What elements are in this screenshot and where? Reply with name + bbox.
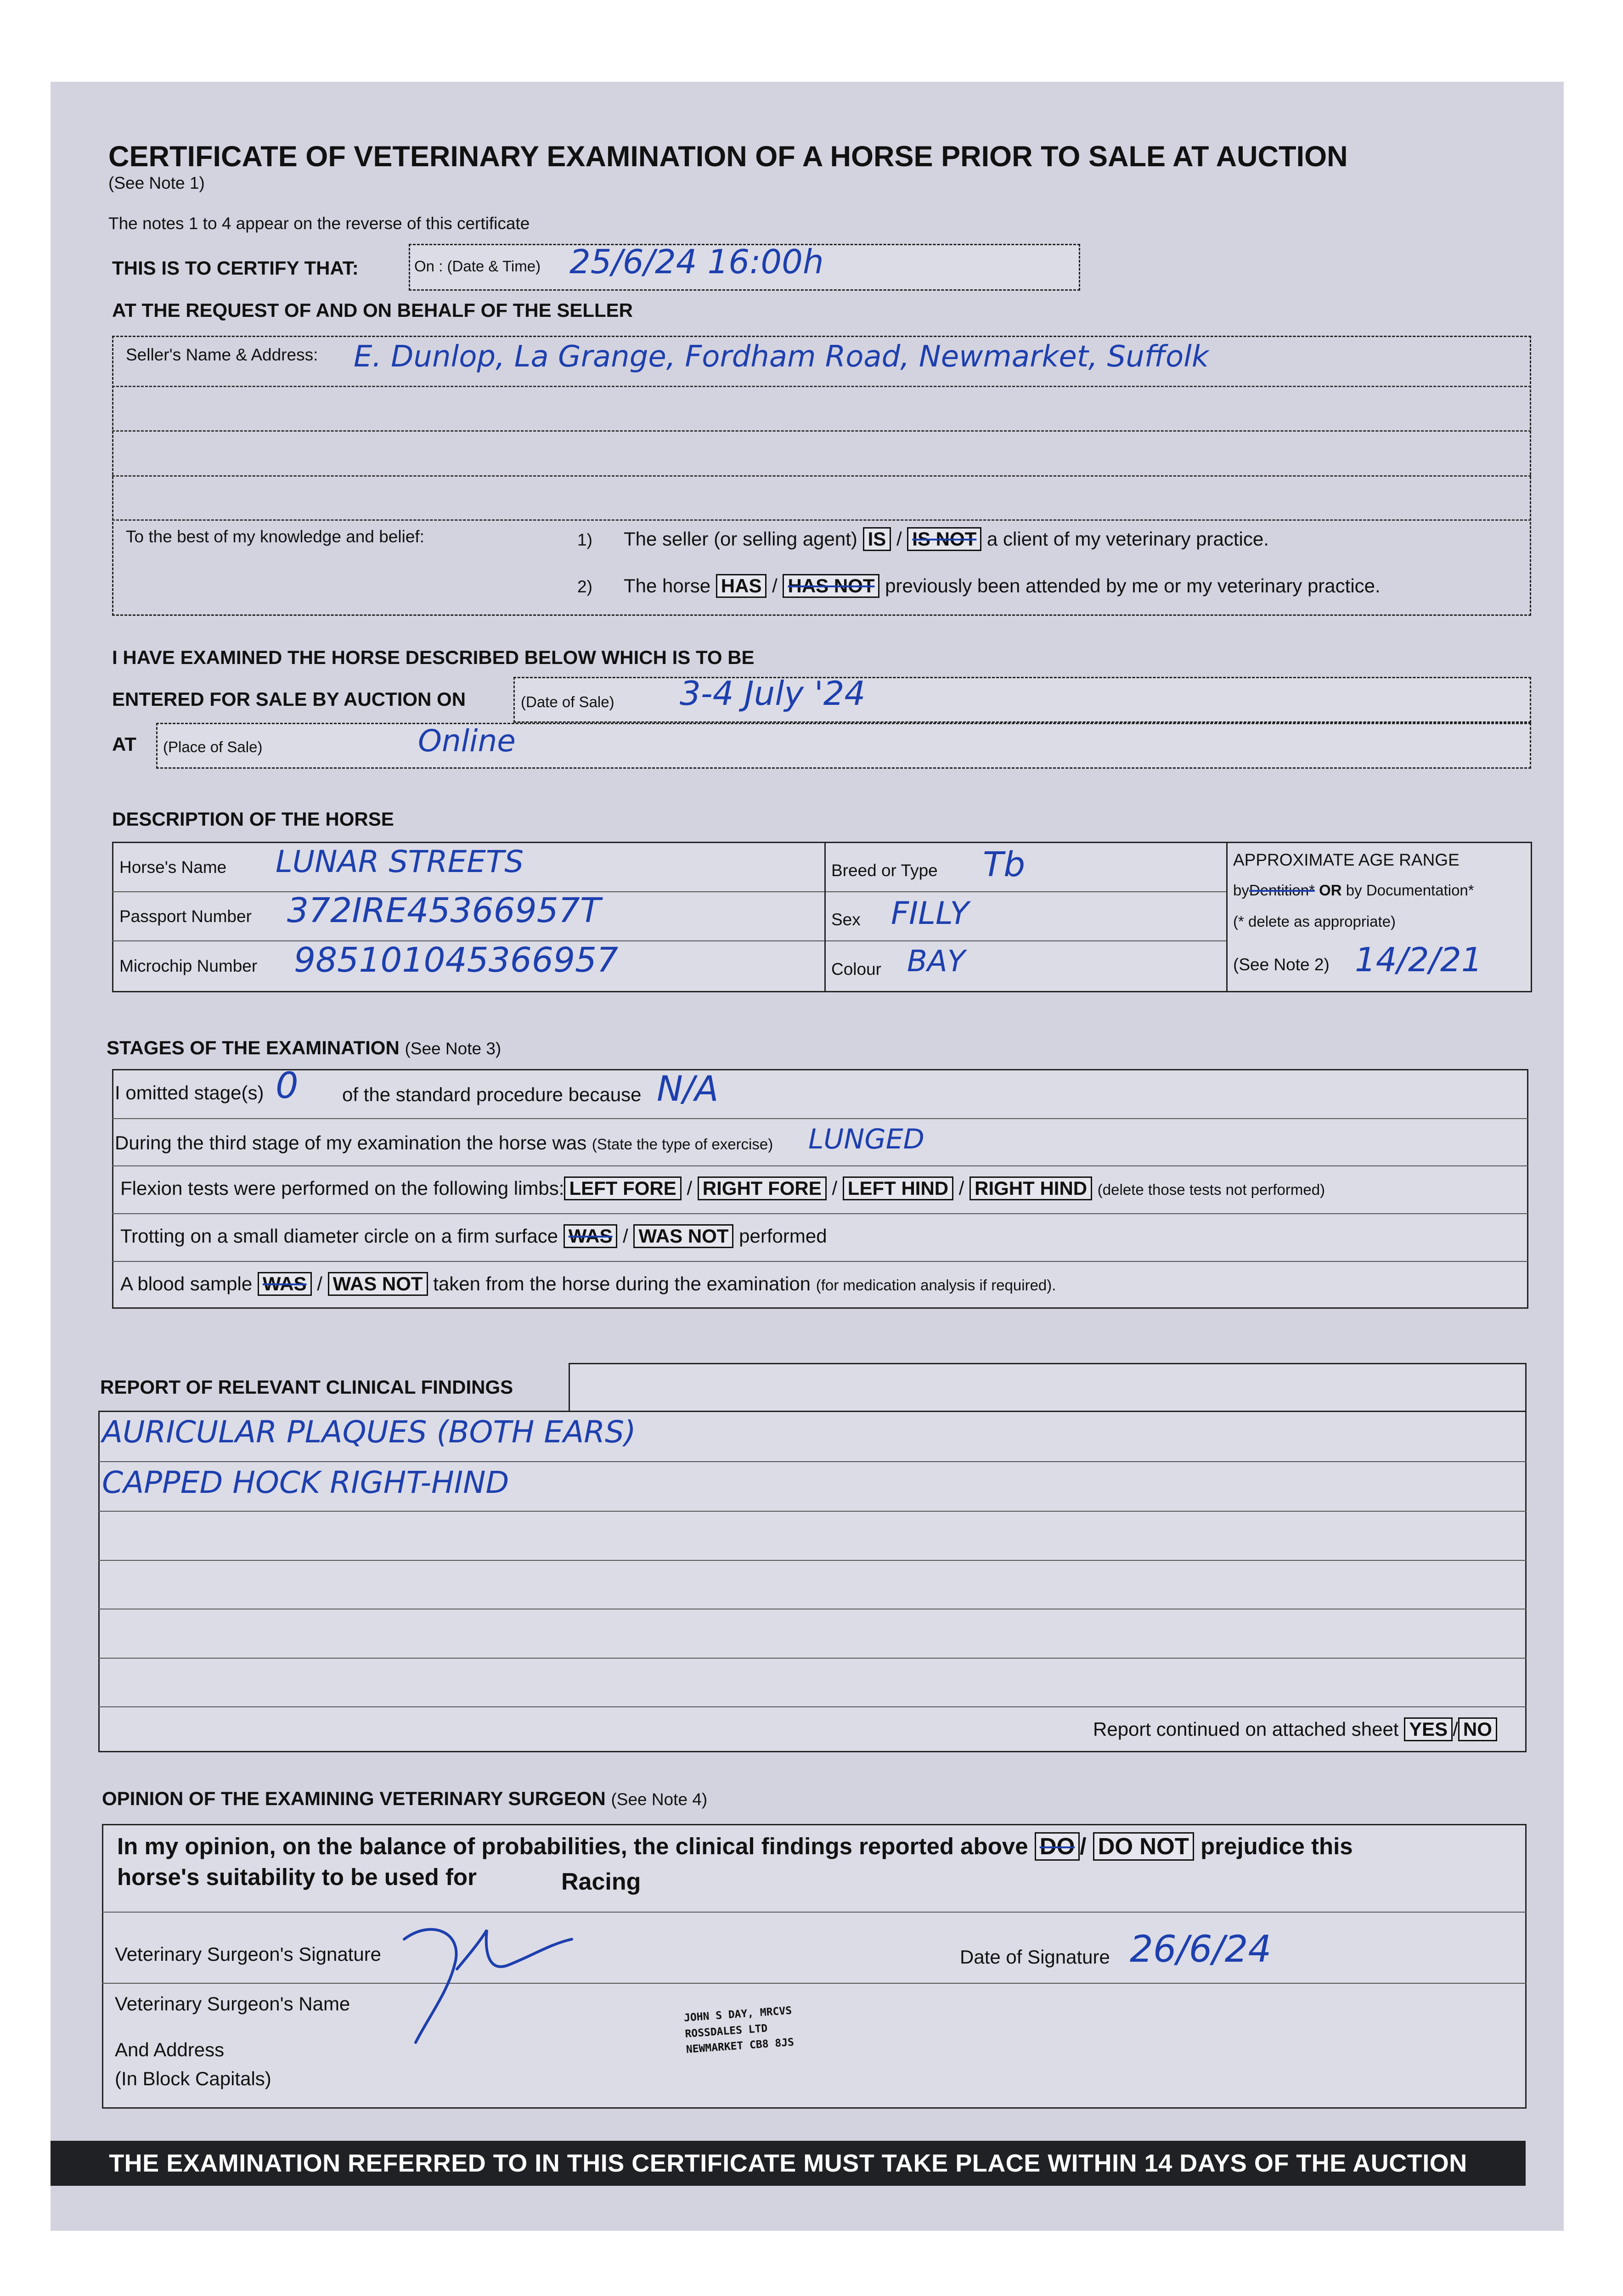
- slash: /: [1080, 1833, 1087, 1859]
- age-delete-note: (* delete as appropriate): [1233, 913, 1396, 930]
- limb-left-fore[interactable]: LEFT FORE: [564, 1176, 681, 1200]
- entered-heading: ENTERED FOR SALE BY AUCTION ON: [112, 688, 466, 710]
- footer-banner: THE EXAMINATION REFERRED TO IN THIS CERTIFICATE MUST TAKE PLACE WITHIN 14 DAYS OF THE AUCTION: [51, 2141, 1526, 2186]
- third-stage-note: (State the type of exercise): [592, 1136, 773, 1153]
- flexion-pre: Flexion tests were performed on the following limbs:: [120, 1177, 564, 1199]
- passport-value: 372IRE45366957T: [287, 891, 601, 930]
- date-of-sale-value: 3-4 July '24: [680, 674, 866, 713]
- report-heading: REPORT OF RELEVANT CLINICAL FINDINGS: [100, 1376, 513, 1398]
- date-time-value: 25/6/24 16:00h: [569, 242, 824, 281]
- signature-label: Veterinary Surgeon's Signature: [115, 1943, 382, 1965]
- omitted-reason: N/A: [657, 1068, 719, 1109]
- notes-line: The notes 1 to 4 appear on the reverse of this certificate: [108, 214, 530, 233]
- stages-heading-line: [107, 1037, 501, 1059]
- trot-was-not-option[interactable]: WAS NOT: [633, 1224, 733, 1248]
- trot-post: performed: [739, 1225, 827, 1247]
- blood-line: [120, 1272, 1056, 1296]
- has-not-option[interactable]: HAS NOT: [783, 574, 879, 598]
- third-stage-value: LUNGED: [808, 1123, 924, 1155]
- breed-label: Breed or Type: [831, 861, 938, 880]
- omitted-mid: of the standard procedure because: [342, 1084, 642, 1105]
- opinion-heading-note: (See Note 4): [611, 1790, 708, 1809]
- opinion-text-pre: In my opinion, on the balance of probabilities, the clinical findings reported above: [117, 1833, 1028, 1859]
- do-option[interactable]: DO: [1035, 1832, 1080, 1861]
- horse-name-value: LUNAR STREETS: [276, 844, 524, 879]
- age-by: by: [1233, 882, 1249, 899]
- seller-name-label: Seller's Name & Address:: [126, 345, 318, 364]
- age-documentation[interactable]: by Documentation*: [1346, 882, 1474, 899]
- knowledge-item1: [624, 527, 1269, 551]
- microchip-label: Microchip Number: [119, 957, 258, 975]
- description-col-line: [1226, 842, 1228, 992]
- request-heading: AT THE REQUEST OF AND ON BEHALF OF THE SELLER: [112, 299, 633, 321]
- place-of-sale-field[interactable]: [156, 723, 1531, 769]
- date-of-signature-label: Date of Signature: [960, 1946, 1110, 1968]
- knowledge-item1-post: a client of my veterinary practice.: [986, 528, 1269, 550]
- has-option[interactable]: HAS: [716, 574, 767, 598]
- slash: /: [772, 575, 778, 597]
- report-line: [98, 1461, 1527, 1462]
- slash: /: [958, 1177, 964, 1199]
- opinion-heading-line: [102, 1788, 707, 1810]
- seller-line: [112, 430, 1531, 432]
- horse-name-label: Horse's Name: [119, 858, 227, 877]
- slash: /: [832, 1177, 838, 1199]
- age-heading: APPROXIMATE AGE RANGE: [1233, 850, 1460, 869]
- report-line-1: AURICULAR PLAQUES (BOTH EARS): [102, 1414, 636, 1450]
- limb-right-fore[interactable]: RIGHT FORE: [698, 1176, 827, 1200]
- trot-pre: Trotting on a small diameter circle on a firm surface: [120, 1225, 558, 1247]
- knowledge-item1-pre: The seller (or selling agent): [624, 528, 857, 550]
- age-see-note: (See Note 2): [1233, 955, 1330, 974]
- third-stage-line: [115, 1132, 773, 1154]
- title-note: (See Note 1): [108, 174, 205, 192]
- date-time-label: On : (Date & Time): [414, 258, 541, 275]
- blood-note: (for medication analysis if required).: [816, 1277, 1056, 1294]
- date-of-signature-value: 26/6/24: [1130, 1928, 1272, 1970]
- place-of-sale-label: (Place of Sale): [163, 738, 263, 755]
- knowledge-item1-num: 1): [577, 530, 592, 549]
- omitted-value: 0: [276, 1065, 299, 1107]
- blood-pre: A blood sample: [120, 1273, 253, 1294]
- blood-was-option[interactable]: WAS: [258, 1272, 312, 1296]
- opinion-line: [102, 1912, 1527, 1913]
- report-line: [98, 1706, 1527, 1707]
- slash: /: [1453, 1718, 1458, 1740]
- report-no-option[interactable]: NO: [1458, 1717, 1497, 1741]
- stages-row-line: [112, 1165, 1528, 1166]
- omitted-pre: I omitted stage(s): [115, 1082, 264, 1103]
- block-capitals-note: (In Block Capitals): [115, 2068, 271, 2089]
- at-label: AT: [112, 733, 136, 755]
- signature-mark: [395, 1914, 652, 2052]
- certify-label: THIS IS TO CERTIFY THAT:: [112, 257, 359, 279]
- report-line: [98, 1560, 1527, 1561]
- surgeon-address-label: And Address: [115, 2039, 225, 2060]
- slash: /: [317, 1273, 322, 1294]
- date-of-sale-field[interactable]: [513, 677, 1531, 723]
- slash: /: [687, 1177, 693, 1199]
- opinion-text-line1: [117, 1832, 1353, 1861]
- report-line-2: CAPPED HOCK RIGHT-HIND: [102, 1465, 509, 1500]
- opinion-line: [102, 1983, 1527, 1984]
- slash: /: [896, 528, 902, 550]
- examined-heading: I HAVE EXAMINED THE HORSE DESCRIBED BELOW WHICH IS TO BE: [112, 647, 755, 668]
- seller-line: [112, 519, 1531, 521]
- description-row-line: [112, 940, 1227, 941]
- colour-label: Colour: [831, 960, 881, 979]
- vet-stamp-line: ROSSDALES LTD: [684, 2022, 768, 2040]
- opinion-text-line2: horse's suitability to be used for: [117, 1864, 477, 1890]
- breed-value: Tb: [983, 845, 1026, 884]
- age-by-line: [1233, 882, 1474, 899]
- vet-stamp-line: NEWMARKET CB8 8JS: [686, 2036, 795, 2056]
- report-line: [98, 1511, 1527, 1512]
- place-of-sale-value: Online: [418, 723, 516, 759]
- report-continued-label: Report continued on attached sheet: [1093, 1718, 1399, 1740]
- report-line: [98, 1658, 1527, 1659]
- report-heading-box: [569, 1363, 1527, 1412]
- surgeon-name-label: Veterinary Surgeon's Name: [115, 1993, 350, 2015]
- colour-value: BAY: [907, 945, 965, 979]
- description-row-line: [112, 891, 1227, 892]
- vet-stamp: [683, 2003, 795, 2058]
- age-value: 14/2/21: [1355, 940, 1482, 979]
- trot-was-option[interactable]: WAS: [564, 1224, 618, 1248]
- report-continued-line: [1093, 1717, 1497, 1741]
- microchip-value: 985101045366957: [294, 940, 619, 980]
- intended-use-value: Racing: [561, 1868, 641, 1895]
- do-not-option[interactable]: DO NOT: [1093, 1832, 1194, 1861]
- limb-right-hind[interactable]: RIGHT HIND: [969, 1176, 1092, 1200]
- seller-line: [112, 475, 1531, 477]
- vet-stamp-line: JOHN S DAY, MRCVS: [683, 2004, 792, 2024]
- sex-value: FILLY: [891, 895, 969, 932]
- trot-line: [120, 1224, 827, 1248]
- is-not-option[interactable]: IS NOT: [907, 527, 981, 551]
- knowledge-item2: [624, 574, 1381, 598]
- stages-row-line: [112, 1118, 1528, 1119]
- flexion-line: [120, 1176, 1325, 1200]
- knowledge-label: To the best of my knowledge and belief:: [126, 527, 424, 546]
- report-yes-option[interactable]: YES: [1404, 1717, 1453, 1741]
- date-of-sale-label: (Date of Sale): [521, 693, 614, 710]
- is-option[interactable]: IS: [863, 527, 891, 551]
- description-col-line: [824, 842, 826, 992]
- description-heading: DESCRIPTION OF THE HORSE: [112, 808, 394, 830]
- stages-row-line: [112, 1213, 1528, 1214]
- signature-stroke: [457, 1930, 572, 1969]
- blood-post: taken from the horse during the examination: [433, 1273, 811, 1294]
- knowledge-item2-pre: The horse: [624, 575, 711, 597]
- age-dentition[interactable]: Dentition*: [1249, 882, 1315, 899]
- seller-line: [112, 386, 1531, 387]
- flexion-post: (delete those tests not performed): [1097, 1181, 1325, 1198]
- stages-heading-note: (See Note 3): [405, 1039, 502, 1058]
- knowledge-item2-post: previously been attended by me or my veterinary practice.: [885, 575, 1381, 597]
- passport-label: Passport Number: [119, 907, 252, 926]
- sex-label: Sex: [831, 910, 861, 929]
- slash: /: [623, 1225, 628, 1247]
- limb-left-hind[interactable]: LEFT HIND: [843, 1176, 953, 1200]
- opinion-heading: OPINION OF THE EXAMINING VETERINARY SURGEON: [102, 1788, 606, 1809]
- seller-name-value: E. Dunlop, La Grange, Fordham Road, Newmarket, Suffolk: [354, 340, 1209, 374]
- certificate-title: CERTIFICATE OF VETERINARY EXAMINATION OF A HORSE PRIOR TO SALE AT AUCTION: [108, 141, 1348, 173]
- opinion-text-post: prejudice this: [1200, 1833, 1353, 1859]
- blood-was-not-option[interactable]: WAS NOT: [328, 1272, 428, 1296]
- stages-heading: STAGES OF THE EXAMINATION: [107, 1037, 400, 1058]
- age-or: OR: [1319, 882, 1342, 899]
- knowledge-item2-num: 2): [577, 577, 592, 596]
- stages-row-line: [112, 1261, 1528, 1262]
- signature-stroke: [404, 1930, 456, 2043]
- third-stage-pre: During the third stage of my examination the horse was: [115, 1132, 587, 1154]
